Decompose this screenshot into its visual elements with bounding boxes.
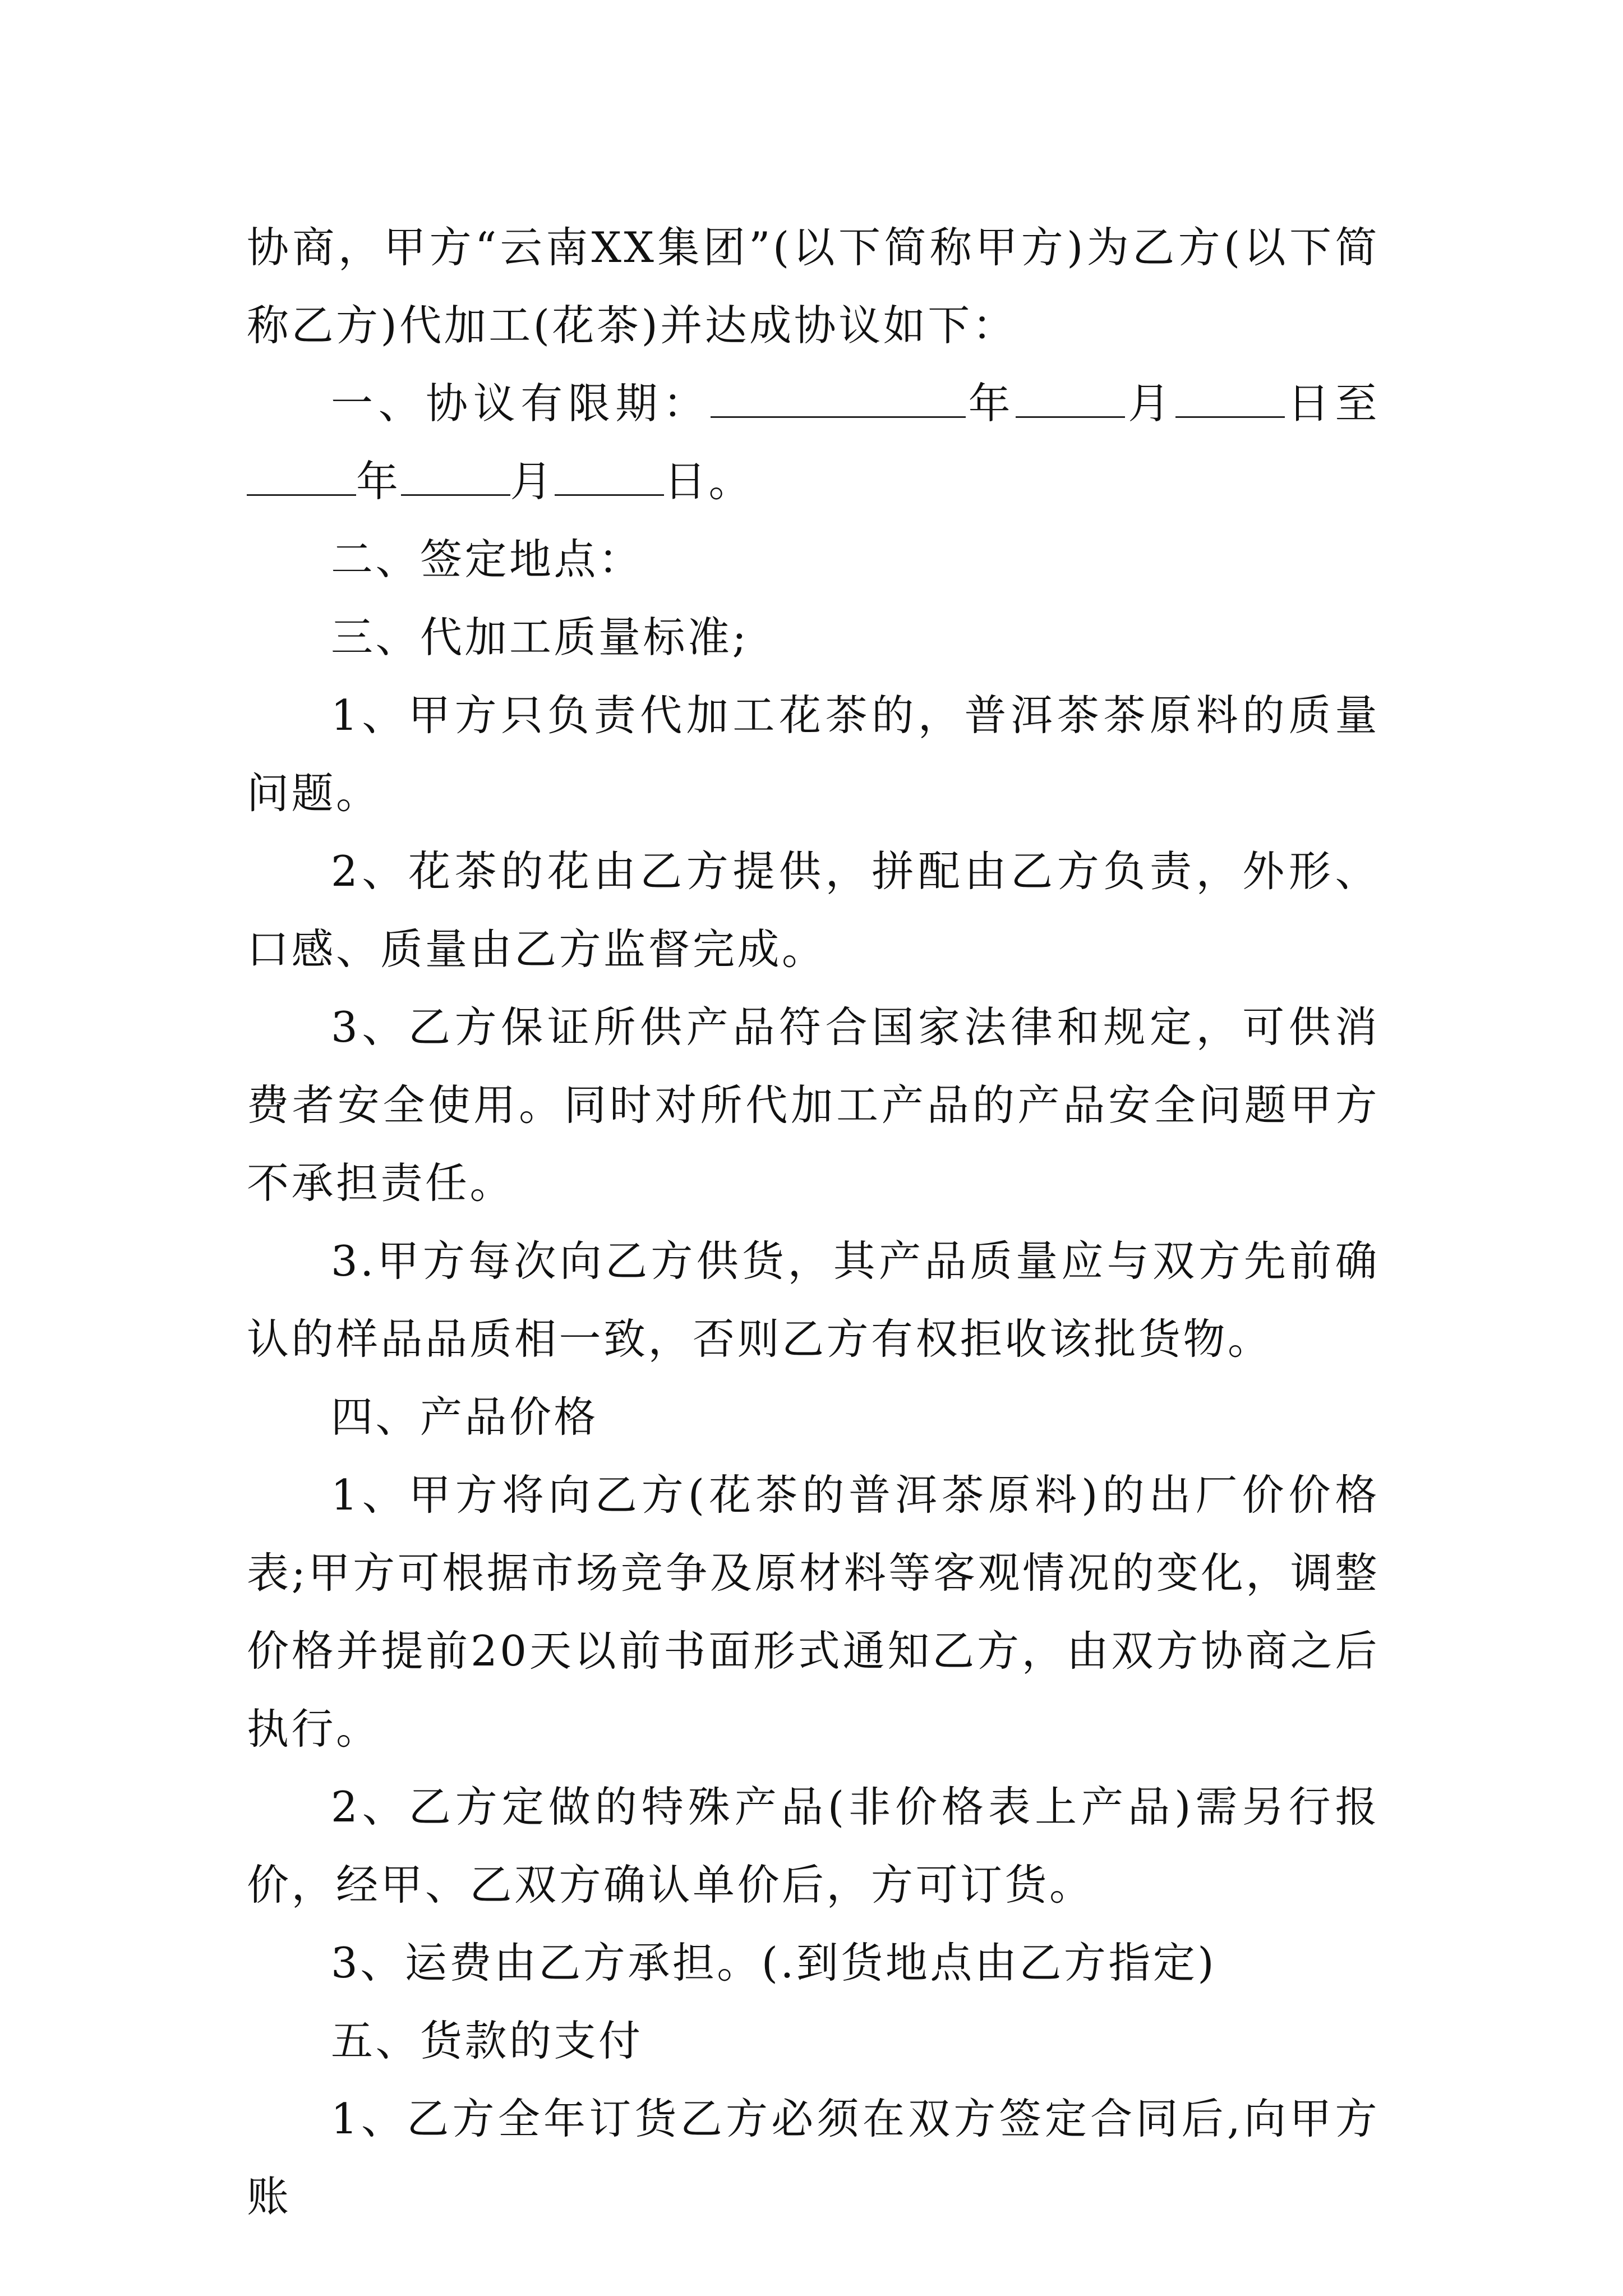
signing-place-heading: 二、签定地点： — [331, 535, 643, 584]
payment-heading: 五、货款的支付 — [331, 2016, 643, 2065]
price-item-1: 1、甲方将向乙方(花茶的普洱茶原料)的出厂价价格表;甲方可根据市场竞争及原材料等客观情况的变化，调整价格并提前20天以前书面形式通知乙方，由双方协商之后执行。 — [247, 1470, 1380, 1754]
end-month-unit: 月 — [510, 457, 555, 506]
term-label: 一、协议有限期： — [331, 379, 711, 428]
start-day-blank — [1175, 376, 1285, 418]
start-year-unit: 年 — [965, 379, 1016, 428]
end-year-unit: 年 — [356, 457, 401, 506]
term-clause — [247, 365, 1380, 521]
quality-item-2: 2、花茶的花由乙方提供，拼配由乙方负责，外形、口感、质量由乙方监督完成。 — [247, 846, 1380, 974]
end-day-blank — [555, 454, 664, 496]
price-item-2: 2、乙方定做的特殊产品(非价格表上产品)需另行报价，经甲、乙双方确认单价后，方可订货。 — [247, 1782, 1380, 1910]
end-month-blank — [401, 454, 510, 496]
quality-standard-heading: 三、代加工质量标准; — [331, 613, 749, 662]
start-year-blank — [711, 376, 966, 418]
contract-body — [247, 209, 1380, 2236]
start-day-unit: 日至 — [1284, 379, 1380, 428]
quality-item-3b: 3.甲方每次向乙方供货，其产品质量应与双方先前确认的样品品质相一致，否则乙方有权拒收该批货物。 — [247, 1236, 1380, 1364]
end-day-unit: 日。 — [664, 457, 754, 506]
end-year-blank — [247, 454, 356, 496]
price-heading: 四、产品价格 — [331, 1392, 599, 1442]
intro-paragraph: 协商，甲方“云南XX集团”(以下简称甲方)为乙方(以下简称乙方)代加工(花茶)并达成协议如下： — [247, 223, 1380, 350]
price-item-3: 3、运费由乙方承担。(.到货地点由乙方指定) — [331, 1938, 1217, 1987]
start-month-blank — [1016, 376, 1125, 418]
payment-item-1: 1、乙方全年订货乙方必须在双方签定合同后,向甲方账 — [247, 2094, 1380, 2221]
start-month-unit: 月 — [1125, 379, 1175, 428]
quality-item-1: 1、甲方只负责代加工花茶的，普洱茶茶原料的质量问题。 — [247, 691, 1380, 818]
quality-item-3: 3、乙方保证所供产品符合国家法律和规定，可供消费者安全使用。同时对所代加工产品的产品安全问题甲方不承担责任。 — [247, 1002, 1380, 1208]
